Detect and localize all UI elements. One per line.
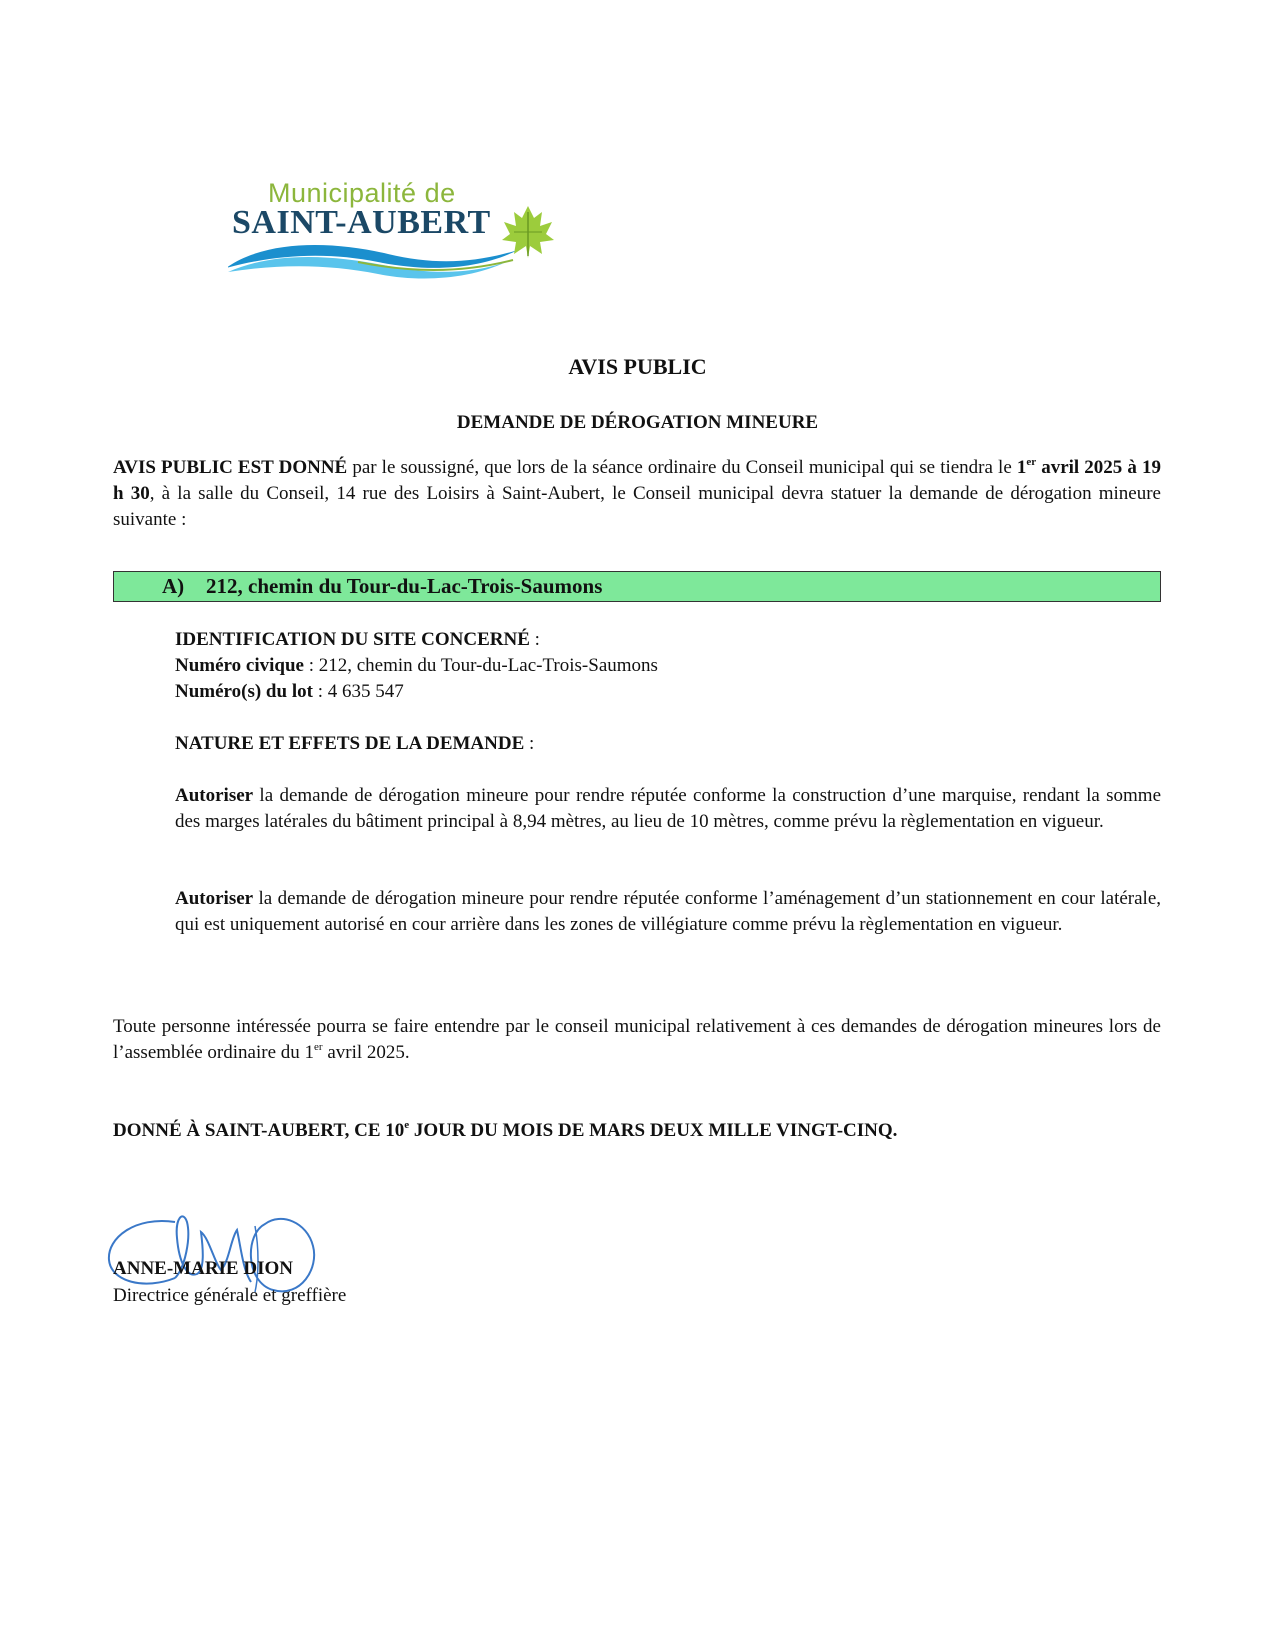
municipality-logo	[228, 180, 588, 295]
notice-title: AVIS PUBLIC	[568, 354, 707, 379]
meeting-date-rest: avril 2025 à 19 h 30	[113, 457, 1161, 504]
given-sup: e	[404, 1119, 410, 1131]
closing-text1: Toute personne intéressée pourra se faire entendre par le conseil municipal relativement à ces demandes de dérogation mineures lors de l’assemblée ordinaire du 1	[113, 1016, 1161, 1063]
logo-wave-and-leaf-graphic	[228, 180, 588, 295]
nature-paragraph-1	[175, 783, 1161, 835]
request-item-letter: A)	[162, 574, 185, 598]
signatory-role: Directrice générale et greffière	[113, 1285, 347, 1306]
site-heading: IDENTIFICATION DU SITE CONCERNÉ	[175, 629, 530, 650]
intro-paragraph	[113, 455, 1161, 533]
nature-p1-text: la demande de dérogation mineure pour rendre réputée conforme la construction d’une marquise, rendant la somme des marges latérales du bâtiment principal à 8,94 mètres, au lieu de 10 mètres, comme prévu la règlementation en vigueur.	[175, 785, 1161, 832]
lot-number-label: Numéro(s) du lot	[175, 681, 313, 702]
nature-heading-line	[175, 731, 1161, 757]
given-text2: JOUR DU MOIS DE MARS DEUX MILLE VINGT-CINQ.	[409, 1120, 898, 1141]
logo-line1: Municipalité de	[268, 178, 456, 208]
given-text1: DONNÉ À SAINT-AUBERT, CE 10	[113, 1120, 405, 1141]
site-identification	[175, 627, 1161, 705]
nature-paragraph-2	[175, 886, 1161, 938]
nature-p1-lead: Autoriser	[175, 785, 254, 806]
lot-number-value: : 4 635 547	[312, 681, 404, 702]
signatory-name: ANNE-MARIE DION	[113, 1258, 293, 1279]
meeting-date-day: 1	[1016, 457, 1027, 478]
nature-heading-suffix: :	[524, 733, 535, 754]
nature-p2-lead: Autoriser	[175, 888, 254, 909]
given-at-line	[113, 1118, 1161, 1144]
nature-p2-text: la demande de dérogation mineure pour rendre réputée conforme l’aménagement d’un stationnement en cour latérale, qui est uniquement autorisé en cour arrière dans les zones de villégiature comme prévu la règlementation en vigueur.	[175, 888, 1161, 935]
closing-text2: avril 2025.	[322, 1042, 410, 1063]
intro-lead: AVIS PUBLIC EST DONNÉ	[113, 457, 348, 478]
nature-heading: NATURE ET EFFETS DE LA DEMANDE	[175, 733, 525, 754]
civic-number-label: Numéro civique	[175, 655, 304, 676]
request-item-banner	[113, 571, 1161, 602]
intro-text1: par le soussigné, que lors de la séance ordinaire du Conseil municipal qui se tiendra le	[347, 457, 1017, 478]
logo-line2: SAINT-AUBERT	[232, 204, 491, 241]
meeting-date-sup: er	[1026, 456, 1037, 468]
site-heading-suffix: :	[529, 629, 540, 650]
intro-text2: , à la salle du Conseil, 14 rue des Loisirs à Saint-Aubert, le Conseil municipal devra statuer la demande de dérogation mineure suivante :	[113, 483, 1161, 530]
closing-sup: er	[314, 1041, 323, 1053]
request-item-address: 212, chemin du Tour-du-Lac-Trois-Saumons	[206, 574, 603, 598]
closing-paragraph	[113, 1014, 1161, 1066]
notice-subtitle: DEMANDE DE DÉROGATION MINEURE	[456, 412, 819, 433]
civic-number-value: : 212, chemin du Tour-du-Lac-Trois-Saumons	[303, 655, 658, 676]
